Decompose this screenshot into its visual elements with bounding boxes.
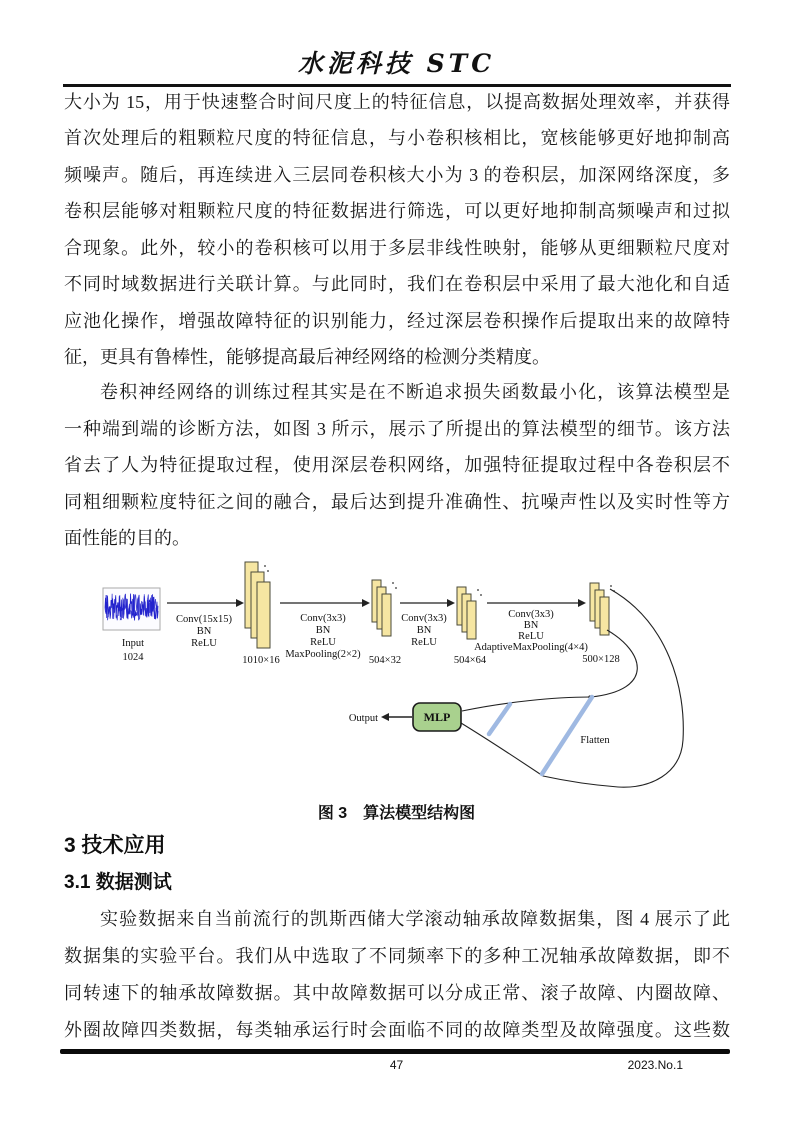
- conv1-op: Conv(15x15): [176, 614, 232, 625]
- conv1-op: ReLU: [191, 638, 217, 649]
- arrowhead-icon: [381, 713, 389, 721]
- text-line: 卷积层能够对粗颗粒尺度的特征数据进行筛选，可以更好地抑制高频噪声和过拟: [64, 201, 730, 221]
- conv2-op: Conv(3x3): [300, 613, 346, 624]
- conv1-op: BN: [196, 626, 212, 637]
- section-heading: 3 技术应用: [64, 834, 166, 857]
- funnel-bottom-line: [461, 723, 543, 776]
- mlp-label: MLP: [423, 710, 451, 724]
- feature-map-size-label: 1010×16: [242, 655, 280, 666]
- stack-dots-icon: [264, 565, 266, 567]
- journal-title: 水泥科技 STC: [297, 49, 496, 78]
- conv2-op: BN: [315, 625, 331, 636]
- input-size-label: 1024: [122, 652, 144, 663]
- arrowhead-icon: [362, 599, 370, 607]
- arrowhead-icon: [447, 599, 455, 607]
- conv2-op: MaxPooling(2×2): [285, 649, 361, 660]
- stack-dots-icon: [480, 594, 482, 596]
- text-line: 外圈故障四类数据，每类轴承运行时会面临不同的故障类型及故障强度。这些数: [64, 1020, 730, 1040]
- conv2-op: ReLU: [310, 637, 336, 648]
- conv3-op: ReLU: [411, 637, 437, 648]
- feature-map-size-label: 500×128: [582, 654, 620, 665]
- text-line: 大小为 15，用于快速整合时间尺度上的特征信息，以提高数据处理效率，并获得: [64, 92, 730, 112]
- feature-map-stack-1: [245, 562, 270, 648]
- stack-dots-icon: [395, 587, 397, 589]
- stack-dots-icon: [477, 589, 479, 591]
- text-line: 一种端到端的诊断方法，如图 3 所示，展示了所提出的算法模型的细节。该方法: [64, 419, 730, 439]
- stack-dots-icon: [267, 570, 269, 572]
- feature-map-size-label: 504×64: [453, 655, 487, 666]
- feature-map-stack-3: [457, 587, 482, 639]
- conv3-op: BN: [416, 625, 432, 636]
- conv4-op: BN: [523, 620, 539, 631]
- text-line: 频噪声。随后，再连续进入三层同卷积核大小为 3 的卷积层，加深网络深度，多: [64, 165, 730, 185]
- text-line: 数据集的实验平台。我们从中选取了不同频率下的多种工况轴承故障数据，即不: [64, 946, 730, 966]
- page-number: 47: [389, 1058, 404, 1072]
- output-label: Output: [348, 713, 378, 724]
- architecture-figure: [0, 552, 793, 802]
- subsection-heading: 3.1 数据测试: [64, 872, 172, 893]
- arrowhead-icon: [236, 599, 244, 607]
- text-line: 不同时域数据进行关联计算。与此同时，我们在卷积层中采用了最大池化和自适: [64, 274, 730, 294]
- flatten-label: Flatten: [580, 735, 610, 746]
- issue-label: 2023.No.1: [627, 1058, 683, 1072]
- text-line: 首次处理后的粗颗粒尺度的特征信息，与小卷积核相比，宽核能够更好地抑制高: [64, 128, 730, 148]
- arrowhead-icon: [578, 599, 586, 607]
- conv4-op: Conv(3x3): [508, 609, 554, 620]
- input-label: Input: [121, 638, 145, 649]
- text-line: 同转速下的轴承故障数据。其中故障数据可以分成正常、滚子故障、内圈故障、: [64, 983, 730, 1003]
- funnel-top-line: [462, 697, 590, 711]
- stack-dots-icon: [392, 582, 394, 584]
- feature-map-stack-4: [590, 583, 615, 635]
- footer-rule: [60, 1049, 730, 1054]
- text-line: 省去了人为特征提取过程，使用深层卷积网络，加强特征提取过程中各卷积层不: [64, 455, 730, 475]
- text-line: 同粗细颗粒度特征之间的融合，最后达到提升准确性、抗噪声性以及实时性等方: [64, 492, 730, 512]
- feature-map-size-label: 504×32: [368, 655, 402, 666]
- text-line: 面性能的目的。: [64, 528, 190, 548]
- stack-dots-icon: [610, 585, 612, 587]
- header-rule: [63, 84, 731, 87]
- figure-caption: 图 3 算法模型结构图: [317, 805, 476, 822]
- text-line: 征，更具有鲁棒性，能够提高最后神经网络的检测分类精度。: [64, 347, 550, 367]
- feature-map-stack-2: [372, 580, 397, 636]
- text-line: 应池化操作，增强故障特征的识别能力，经过深层卷积操作后提取出来的故障特: [64, 311, 730, 331]
- conv4-op: AdaptiveMaxPooling(4×4): [474, 642, 588, 653]
- flatten-bar: [489, 704, 510, 734]
- text-line: 卷积神经网络的训练过程其实是在不断追求损失函数最小化，该算法模型是: [100, 382, 730, 402]
- conv3-op: Conv(3x3): [401, 613, 447, 624]
- flatten-curve-outer: [543, 589, 683, 787]
- text-line: 实验数据来自当前流行的凯斯西储大学滚动轴承故障数据集，图 4 展示了此: [100, 909, 730, 929]
- conv4-op: ReLU: [518, 631, 544, 642]
- text-line: 合现象。此外，较小的卷积核可以用于多层非线性映射，能够从更细颗粒尺度对: [64, 238, 730, 258]
